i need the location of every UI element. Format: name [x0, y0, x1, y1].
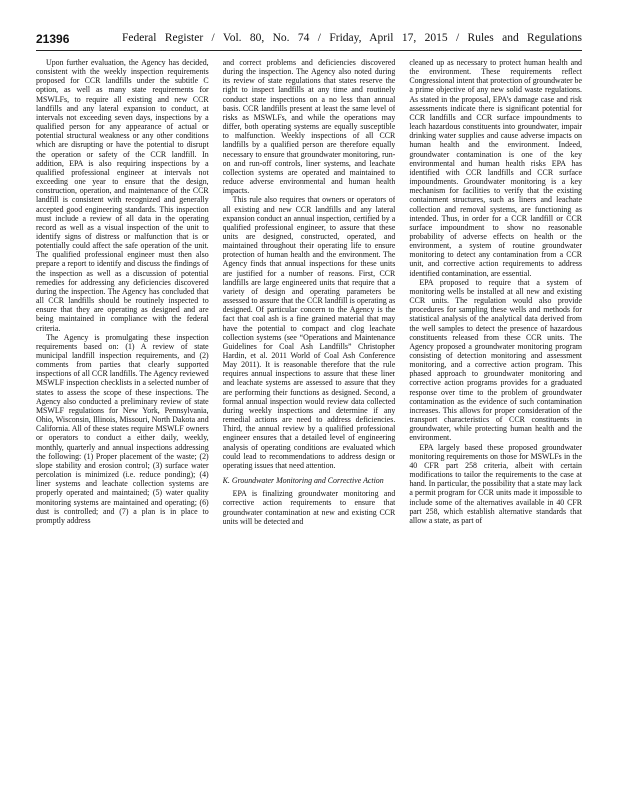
- paragraph: The Agency is promulgating these inspection requirements based on: (1) A review of state municipal landfill inspection requirements, and (2) comments from parties that clearly supported inspections of all CCR landfills. The Agency reviewed MSWLF inspection checklists in a selected number of states to assess the scope of these inspections. The Agency also conducted a preliminary review of state MSWLF regulations for New York, Pennsylvania, Ohio, Wisconsin, Illinois, Missouri, North Dakota and California. All of these states require MSWLF owners or operators to conduct a either daily, weekly, monthly, quarterly and annual inspections addressing the following: (1) Proper placement of the waste; (2) slope stability and erosion control; (3) surface water percolation is minimized (i.e. reduce ponding); (4) liner systems and leachate collection systems are properly operated and maintained; (5) water quality monitoring systems are maintained and operating; (6) dust is controlled; and (7) a plan is in place to promptly address: [36, 332, 209, 525]
- page-header: [36, 32, 582, 48]
- paragraph: Upon further evaluation, the Agency has decided, consistent with the weekly inspection requirements proposed for CCR landfills under the subtitle C option, as well as many state requirements for MSWLFs, to require all existing and new CCR landfills and any lateral expansion to conduct, at intervals not exceeding seven days, inspections by a qualified person for any appearance of actual or potential structural weakness or any other conditions which are disrupting or have the potential to disrupt the operation or safety of the CCR landfill. In addition, EPA is also requiring inspections by a qualified professional engineer at intervals not exceeding one year to ensure that the design, construction, operation, and maintenance of the CCR landfill is consistent with recognized and generally accepted good engineering standards. This inspection must include a review of all data in the operating record as well as a visual inspection of the unit to identify signs of distress or malfunction that is or potentially could affect the safe operation of the unit. The qualified professional engineer must then also prepare a report to identify and discuss the findings of the inspection as well as a discussion of potential remedies for addressing any deficiencies discovered during the inspection. The Agency has concluded that all CCR landfills should be routinely inspected to ensure that they are operating as designed and are being maintained in compliance with the federal criteria.: [36, 58, 209, 333]
- section-heading: K. Groundwater Monitoring and Corrective Action: [222, 476, 384, 486]
- running-head: Federal Register / Vol. 80, No. 74 / Friday, April 17, 2015 / Rules and Regulations: [122, 32, 582, 44]
- text-columns: [36, 58, 582, 778]
- paragraph: cleaned up as necessary to protect human health and the environment. These requirements reflect Congressional intent that protection of groundwater be a prime objective of any new solid waste regulations. As stated in the proposal, EPA’s damage case and risk assessments indicate there is significant potential for CCR landfills and CCR surface impoundments to leach hazardous constituents into groundwater, impair drinking water supplies and cause adverse impacts on human health and the environment. Indeed, groundwater contamination is one of the key environmental and human health risks EPA has identified with CCR landfills and CCR surface impoundments. Groundwater monitoring is a key mechanism for facilities to verify that the existing containment structures, such as liners and leachate collection and removal systems, are functioning as intended. Thus, in order for a CCR landfill or CCR surface impoundment to show no reasonable probability of adverse effects on health or the environment, a system of routine groundwater monitoring to detect any contamination from a CCR unit, and corrective action requirements to address identified contamination, are essential.: [409, 58, 582, 278]
- paragraph: This rule also requires that owners or operators of all existing and new CCR landfills and any lateral expansion conduct an annual inspection, certified by a qualified professional engineer, to assure that these units are designed, constructed, operated, and maintained throughout their operating life to ensure protection of human health and the environment. The Agency finds that annual inspections for these units are justified for a number of reasons. First, CCR landfills are large engineered units that require that a variety of design and operating parameters be assessed to assure that the CCR landfill is operating as designed. Of particular concern to the Agency is the fact that coal ash is a fine grained material that may have the potential to compact and clog leachate collection systems (see “Operations and Maintenance Guidelines for Coal Ash Landfills” Christopher Hardin, et al. 2011 World of Coal Ash Conference May 2011). It is reasonable therefore that the rule requires annual inspections to assure that these liner and leachate systems are assessed to assure that they are performing their functions as designed. Second, a formal annual inspection would review data collected during weekly inspections and determine if any remedial actions are need to address deficiencies. Third, the annual review by a qualified professional engineer ensures that a detailed level of engineering analysis of operating conditions are evaluated which could lead to recommendations to address design or operating issues that need attention.: [222, 195, 396, 470]
- paragraph: EPA largely based these proposed groundwater monitoring requirements on those for MSWLFs in the 40 CFR part 258 criteria, albeit with certain modifications to tailor the requirements to the case at hand. In particular, the possibility that a state may lack a permit program for CCR units made it impossible to include some of the alternatives available in 40 CFR part 258, which establish alternative standards that allow a state, as part of: [409, 442, 582, 525]
- paragraph: and correct problems and deficiencies discovered during the inspection. The Agency also noted during its review of state regulations that states reserve the right to inspect landfills at any time and routinely conduct state inspections on a no less than annual basis. CCR landfills present at least the same level of risks as MSWLFs, and while the operations may differ, both operating systems are equally susceptible to malfunction. Weekly inspections of all CCR landfills by a qualified person are therefore equally necessary to ensure that groundwater monitoring, run-on and run-off controls, liner systems, and leachate collection systems are operated and maintained to reduce adverse environmental and human health impacts.: [222, 58, 396, 196]
- paragraph: EPA is finalizing groundwater monitoring and corrective action requirements to ensure that groundwater contamination at new and existing CCR units will be detected and: [222, 489, 396, 526]
- column-3: [409, 58, 582, 778]
- header-rule: [36, 50, 582, 51]
- page-number: 21396: [36, 32, 70, 46]
- paragraph: EPA proposed to require that a system of monitoring wells be installed at all new and existing CCR units. The regulation would also provide procedures for sampling these wells and methods for statistical analysis of the analytical data derived from the well samples to detect the presence of hazardous constituents released from these CCR units. The Agency proposed a groundwater monitoring program consisting of detection monitoring and assessment monitoring, and a corrective action program. This phased approach to groundwater monitoring and corrective action programs provides for a graduated response over time to the problem of groundwater contamination as the evidence of such contamination increases. This allows for proper consideration of the transport characteristics of CCR constituents in groundwater, while protecting human health and the environment.: [409, 277, 582, 443]
- column-2: [223, 58, 396, 778]
- column-1: [36, 58, 209, 778]
